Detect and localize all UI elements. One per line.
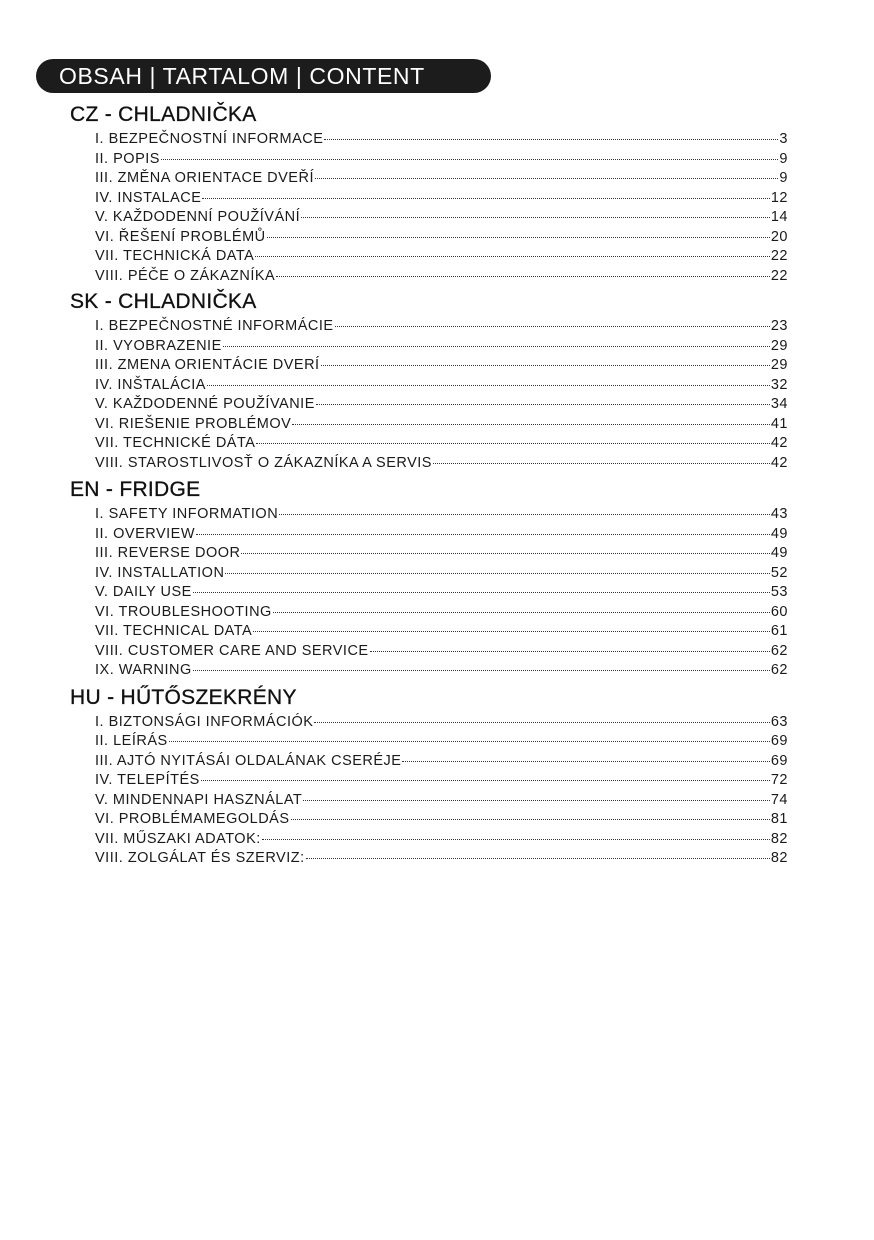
section-title: SK - CHLADNIČKA — [70, 290, 257, 313]
dot-leader — [262, 825, 770, 840]
entry-label: VII. TECHNICKÁ DATA — [95, 248, 255, 264]
section-en — [70, 476, 788, 679]
toc-entry[interactable] — [95, 847, 788, 867]
entry-label: IX. WARNING — [95, 662, 192, 678]
entry-label: I. BEZPEČNOSTNÍ INFORMACE — [95, 131, 324, 147]
dot-leader — [335, 312, 770, 327]
entry-label: V. DAILY USE — [95, 584, 192, 600]
entry-page: 69 — [770, 752, 788, 769]
entry-label: III. ZMĚNA ORIENTACE DVEŘÍ — [95, 170, 314, 186]
toc-title-banner — [36, 59, 491, 93]
section-cz — [70, 101, 788, 284]
entry-page: 12 — [770, 189, 788, 206]
entry-label: II. POPIS — [95, 150, 160, 167]
dot-leader — [292, 410, 770, 425]
entry-page: 41 — [770, 415, 788, 432]
dot-leader — [314, 708, 769, 723]
entry-label: VIII. STAROSTLIVOSŤ O ZÁKAZNÍKA A SERVIS — [95, 454, 432, 471]
entry-page: 22 — [770, 248, 788, 264]
entry-label: III. REVERSE DOOR — [95, 545, 241, 561]
dot-leader — [324, 125, 778, 140]
dot-leader — [256, 429, 769, 444]
section-title: EN - FRIDGE — [70, 478, 201, 501]
dot-leader — [193, 578, 770, 593]
dot-leader — [241, 539, 769, 554]
entry-page: 29 — [770, 337, 788, 354]
entry-label: VII. MŰSZAKI ADATOK: — [95, 830, 261, 847]
entry-page: 23 — [770, 318, 788, 334]
entry-page: 29 — [770, 357, 788, 373]
dot-leader — [321, 351, 770, 366]
entry-label: IV. INŠTALÁCIA — [95, 376, 206, 393]
toc-entry[interactable] — [95, 452, 788, 472]
entry-page: 42 — [770, 454, 788, 471]
entry-label: VI. ŘEŠENÍ PROBLÉMŮ — [95, 228, 266, 245]
entry-list — [95, 128, 788, 284]
entry-page: 42 — [770, 435, 788, 451]
dot-leader — [267, 223, 770, 238]
dot-leader — [279, 500, 770, 515]
entry-label: VII. TECHNICKÉ DÁTA — [95, 435, 256, 451]
entry-page: 63 — [770, 713, 788, 730]
entry-label: V. MINDENNAPI HASZNÁLAT — [95, 791, 303, 808]
dot-leader — [291, 805, 770, 820]
dot-leader — [303, 786, 770, 801]
section-title: CZ - CHLADNIČKA — [70, 103, 257, 126]
entry-label: VIII. PÉČE O ZÁKAZNÍKA — [95, 267, 276, 284]
entry-label: VIII. ZOLGÁLAT ÉS SZERVIZ: — [95, 850, 305, 866]
entry-label: II. OVERVIEW — [95, 525, 196, 542]
entry-label: II. LEÍRÁS — [95, 733, 168, 749]
entry-page: 52 — [770, 564, 788, 581]
entry-page: 49 — [770, 525, 788, 542]
entry-label: IV. INSTALLATION — [95, 564, 225, 581]
dot-leader — [225, 559, 769, 574]
entry-label: III. AJTÓ NYITÁSÁI OLDALÁNAK CSERÉJE — [95, 752, 402, 769]
dot-leader — [169, 727, 770, 742]
entry-page: 53 — [770, 584, 788, 600]
dot-leader — [276, 262, 770, 277]
dot-leader — [315, 164, 778, 179]
dot-leader — [253, 617, 770, 632]
entry-page: 22 — [770, 267, 788, 284]
entry-label: III. ZMENA ORIENTÁCIE DVERÍ — [95, 357, 320, 373]
entry-page: 69 — [770, 733, 788, 749]
entry-page: 62 — [770, 642, 788, 659]
dot-leader — [223, 332, 770, 347]
dot-leader — [193, 656, 770, 671]
toc-title: OBSAH | TARTALOM | CONTENT — [59, 63, 425, 89]
section-hu — [70, 684, 788, 867]
dot-leader — [207, 371, 770, 386]
section-title: HU - HŰTŐSZEKRÉNY — [70, 685, 297, 709]
entry-page: 60 — [770, 603, 788, 620]
entry-label: II. VYOBRAZENIE — [95, 337, 222, 354]
entry-label: I. SAFETY INFORMATION — [95, 506, 279, 522]
entry-page: 14 — [770, 209, 788, 225]
entry-label: IV. TELEPÍTÉS — [95, 772, 200, 788]
dot-leader — [161, 145, 778, 160]
entry-label: IV. INSTALACE — [95, 189, 202, 206]
entry-label: VII. TECHNICAL DATA — [95, 623, 253, 639]
entry-label: VI. RIEŠENIE PROBLÉMOV — [95, 415, 292, 432]
dot-leader — [201, 766, 770, 781]
dot-leader — [255, 242, 770, 257]
entry-page: 82 — [770, 830, 788, 847]
entry-page: 32 — [770, 376, 788, 393]
entry-list — [95, 315, 788, 471]
entry-label: V. KAŽDODENNÉ POUŽÍVANIE — [95, 396, 315, 412]
entry-page: 81 — [770, 811, 788, 827]
toc-entry[interactable] — [95, 265, 788, 285]
entry-label: VI. PROBLÉMAMEGOLDÁS — [95, 811, 290, 827]
entry-page: 43 — [770, 506, 788, 522]
entry-page: 82 — [770, 850, 788, 866]
entry-page: 62 — [770, 662, 788, 678]
dot-leader — [433, 449, 770, 464]
dot-leader — [316, 390, 770, 405]
entry-page: 3 — [779, 131, 788, 147]
toc-entry[interactable] — [95, 659, 788, 679]
entry-page: 72 — [770, 772, 788, 788]
table-of-contents — [70, 101, 788, 867]
entry-page: 9 — [779, 150, 788, 167]
entry-label: VIII. CUSTOMER CARE AND SERVICE — [95, 642, 369, 659]
entry-page: 49 — [770, 545, 788, 561]
entry-list — [95, 503, 788, 679]
entry-page: 61 — [770, 623, 788, 639]
dot-leader — [202, 184, 769, 199]
dot-leader — [273, 598, 770, 613]
entry-label: I. BIZTONSÁGI INFORMÁCIÓK — [95, 713, 314, 730]
dot-leader — [306, 844, 770, 859]
entry-page: 9 — [779, 170, 788, 186]
section-sk — [70, 288, 788, 471]
entry-label: I. BEZPEČNOSTNÉ INFORMÁCIE — [95, 318, 334, 334]
dot-leader — [301, 203, 770, 218]
entry-label: V. KAŽDODENNÍ POUŽÍVÁNÍ — [95, 209, 301, 225]
dot-leader — [370, 637, 770, 652]
entry-page: 20 — [770, 228, 788, 245]
dot-leader — [196, 520, 770, 535]
dot-leader — [402, 747, 769, 762]
entry-label: VI. TROUBLESHOOTING — [95, 603, 272, 620]
entry-page: 74 — [770, 791, 788, 808]
entry-page: 34 — [770, 396, 788, 412]
entry-list — [95, 711, 788, 867]
